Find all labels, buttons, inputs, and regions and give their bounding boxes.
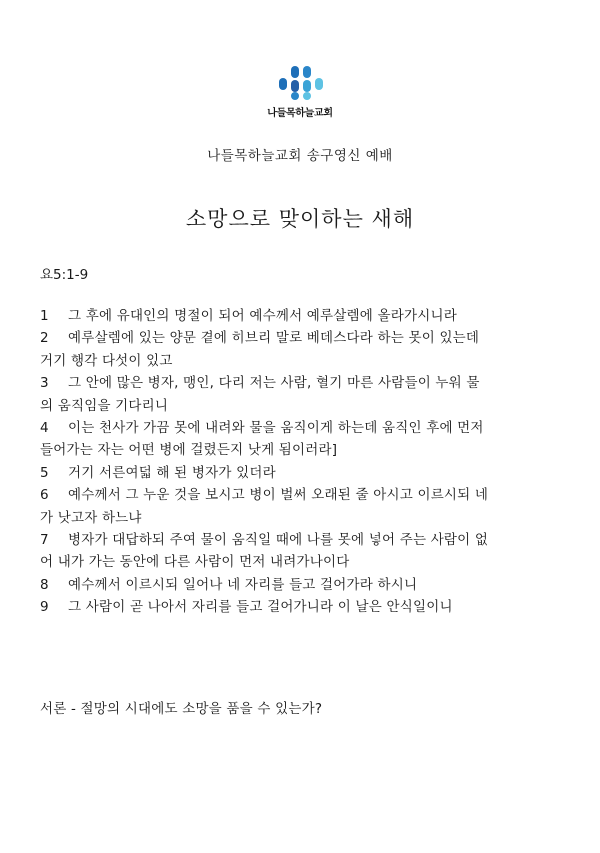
verse-text: 어 내가 가는 동안에 다른 사람이 먼저 내려가나이다: [40, 554, 350, 571]
verse-5: [40, 462, 545, 484]
verse-3: [40, 372, 545, 394]
verse-text: 거기 서른여덟 해 된 병자가 있더라: [68, 464, 276, 481]
verse-2-continued: [40, 350, 545, 372]
church-logo-text: 나들목하늘교회: [267, 108, 333, 119]
verse-4: [40, 417, 545, 439]
verse-text: 예루살렘에 있는 양문 곁에 히브리 말로 베데스다라 하는 못이 있는데: [68, 330, 480, 347]
scripture-passage: [40, 305, 545, 619]
church-logo-icon: [269, 62, 331, 102]
verse-text: 그 안에 많은 병자, 맹인, 다리 저는 사람, 혈기 마른 사람들이 누워 물: [68, 375, 480, 392]
intro-heading: 서론 - 절망의 시대에도 소망을 품을 수 있는가?: [40, 701, 323, 717]
verse-6: [40, 484, 545, 506]
verse-8: [40, 574, 545, 596]
service-subtitle: 나들목하늘교회 송구영신 예배: [207, 148, 393, 164]
verse-text: 의 움직임을 기다리니: [40, 397, 169, 414]
verse-text: 가 낫고자 하느냐: [40, 509, 142, 526]
verse-text: 병자가 대답하되 주여 물이 움직일 때에 나를 못에 넣어 주는 사람이 없: [68, 532, 489, 549]
verse-text: 예수께서 이르시되 일어나 네 자리를 들고 걸어가라 하시니: [68, 576, 418, 593]
verse-text: 그 후에 유대인의 명절이 되어 예수께서 예루살렘에 올라가시니라: [68, 308, 457, 324]
verse-6-continued: [40, 507, 545, 529]
verse-number: 3: [40, 375, 49, 392]
sermon-title: 소망으로 맞이하는 새해: [185, 207, 415, 231]
verse-number: 8: [40, 576, 49, 593]
verse-number: 4: [40, 420, 49, 437]
verse-text: 그 사람이 곧 나아서 자리를 들고 걸어가니라 이 날은 안식일이니: [68, 599, 453, 616]
church-logo: [252, 62, 348, 122]
verse-number: 1: [40, 308, 49, 324]
verse-text: 예수께서 그 누운 것을 보시고 병이 벌써 오래된 줄 아시고 이르시되 네: [68, 487, 489, 504]
verse-number: 7: [40, 532, 49, 549]
verse-number: 2: [40, 330, 49, 347]
verse-text: 이는 천사가 가끔 못에 내려와 물을 움직이게 하는데 움직인 후에 먼저: [68, 420, 484, 437]
verse-number: 9: [40, 599, 49, 616]
verse-text: 들어가는 자는 어떤 병에 걸렸든지 낫게 됨이러라]: [40, 442, 338, 459]
verse-2: [40, 327, 545, 349]
verse-7: [40, 529, 545, 551]
verse-7-continued: [40, 551, 545, 573]
verse-1: [40, 305, 545, 327]
verse-text: 거기 행각 다섯이 있고: [40, 352, 173, 369]
verse-3-continued: [40, 395, 545, 417]
verse-number: 5: [40, 464, 49, 481]
verse-number: 6: [40, 487, 49, 504]
verse-4-continued: [40, 439, 545, 461]
scripture-reference: 요5:1-9: [40, 267, 89, 283]
verse-9: [40, 596, 545, 618]
